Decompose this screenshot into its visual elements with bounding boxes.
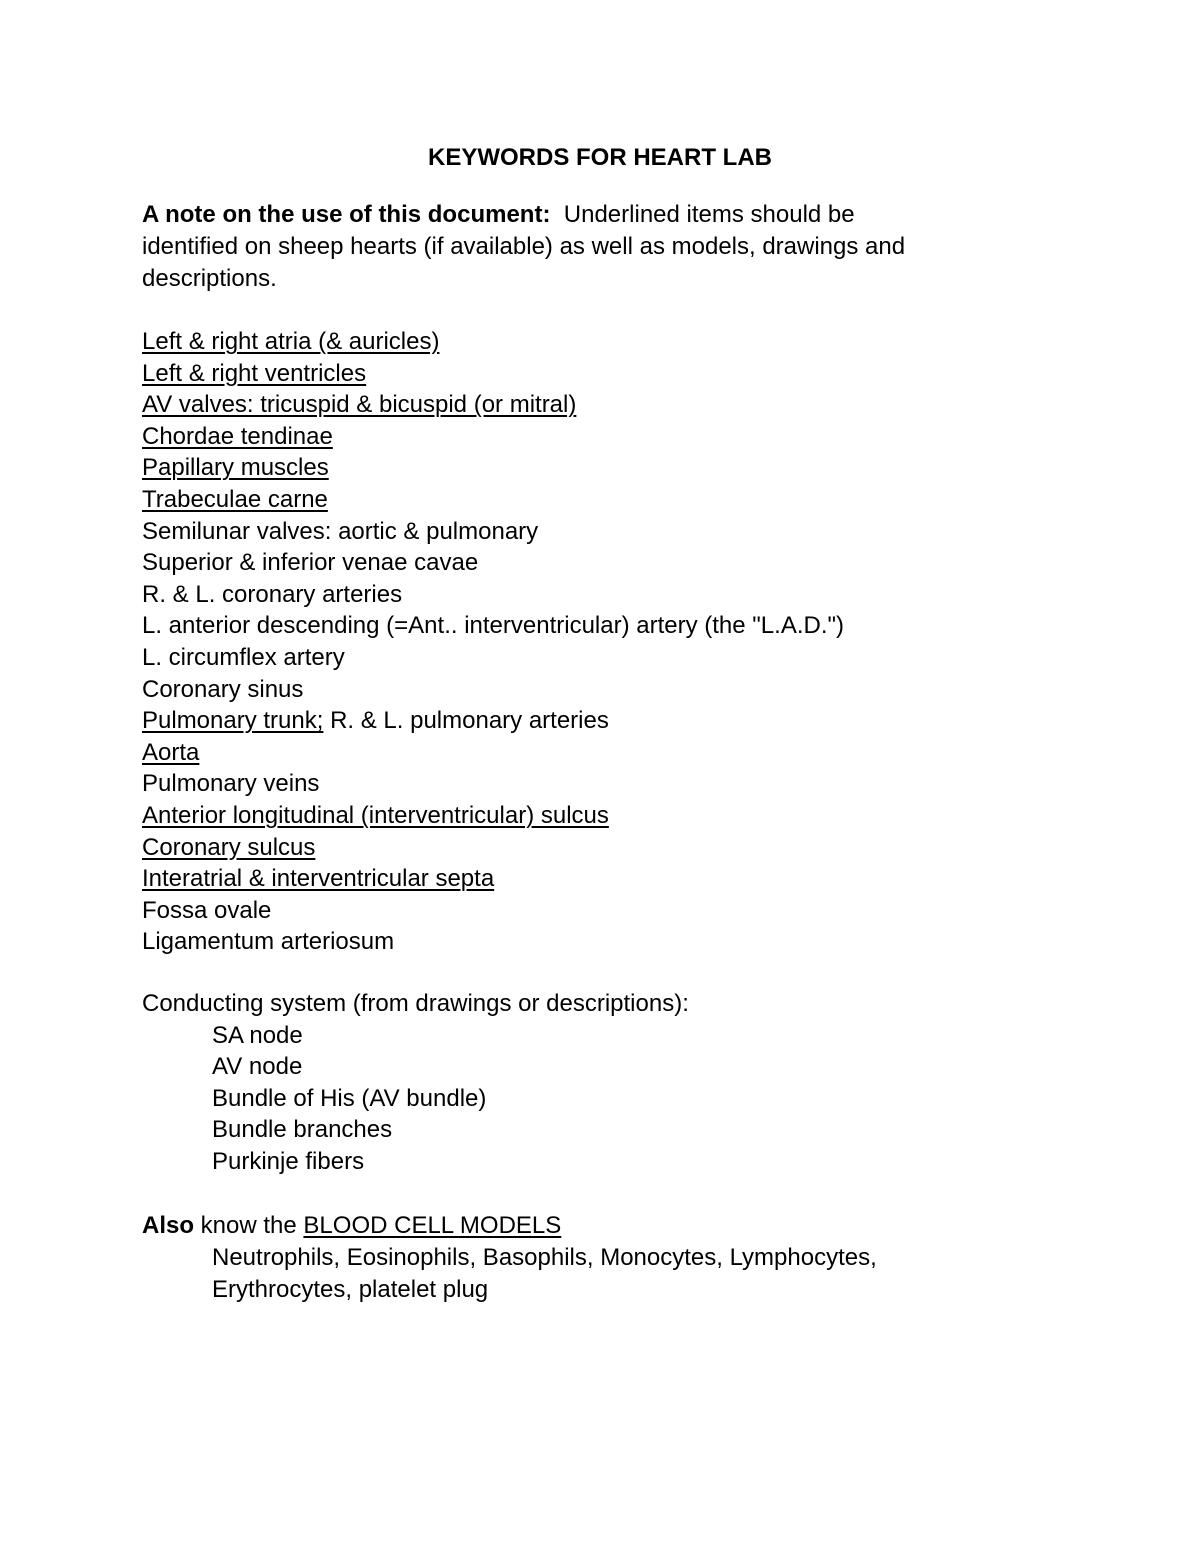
conducting-item: Bundle branches — [212, 1116, 393, 1144]
conducting-item: Purkinje fibers — [212, 1147, 365, 1175]
conducting-item: SA node — [212, 1021, 303, 1049]
keyword-item: AV valves: tricuspid & bicuspid (or mitral) — [142, 391, 577, 419]
keyword-item: Left & right ventricles — [142, 359, 367, 387]
keyword-item: Fossa ovale — [142, 896, 272, 924]
keyword-item: Superior & inferior venae cavae — [142, 549, 479, 577]
keyword-item: Ligamentum arteriosum — [142, 928, 395, 956]
keyword-item: Coronary sinus — [142, 675, 304, 703]
also-middle-text: know the — [194, 1212, 304, 1239]
keyword-item: Left & right atria (& auricles) — [142, 328, 440, 355]
conducting-system-heading: Conducting system (from drawings or descriptions): — [142, 990, 689, 1017]
keyword-item: Aorta — [142, 738, 200, 766]
document-title: KEYWORDS FOR HEART LAB — [428, 144, 772, 171]
usage-note-line-3: descriptions. — [142, 265, 277, 292]
blood-cell-heading — [142, 1210, 877, 1242]
blood-cell-list-line-2: Erythrocytes, platelet plug — [212, 1276, 489, 1303]
keyword-item: R. & L. coronary arteries — [142, 580, 403, 608]
keyword-item: L. anterior descending (=Ant.. interventricular) artery (the "L.A.D.") — [142, 612, 845, 640]
conducting-system-section — [142, 988, 689, 1178]
keyword-item: Interatrial & interventricular septa — [142, 865, 495, 893]
keyword-item: Papillary muscles — [142, 454, 329, 482]
usage-note — [142, 199, 1042, 295]
conducting-item: AV node — [212, 1053, 303, 1081]
blood-cell-section — [142, 1210, 877, 1306]
keyword-item: L. circumflex artery — [142, 643, 345, 671]
keyword-item: Trabeculae carne — [142, 485, 328, 513]
blood-cell-models-label: BLOOD CELL MODELS — [303, 1212, 562, 1239]
conducting-item: Bundle of His (AV bundle) — [212, 1084, 487, 1112]
keyword-item: Pulmonary veins — [142, 770, 320, 798]
usage-note-text-1: Underlined items should be — [563, 201, 855, 228]
usage-note-label: A note on the use of this document: — [142, 201, 551, 228]
keyword-item-pulmonary — [142, 705, 844, 737]
keyword-item: Anterior longitudinal (interventricular) sulcus — [142, 801, 609, 829]
keyword-underlined-part: Pulmonary trunk; — [142, 707, 324, 735]
keyword-item: Semilunar valves: aortic & pulmonary — [142, 517, 539, 545]
also-label: Also — [142, 1212, 195, 1239]
keyword-item: Coronary sulcus — [142, 833, 316, 861]
keyword-suffix: R. & L. pulmonary arteries — [323, 707, 609, 735]
keyword-item: Chordae tendinae — [142, 422, 333, 450]
usage-note-line-2: identified on sheep hearts (if available) as well as models, drawings and — [142, 233, 906, 260]
blood-cell-list-line-1: Neutrophils, Eosinophils, Basophils, Monocytes, Lymphocytes, — [212, 1244, 877, 1271]
usage-note-line-1 — [142, 199, 1042, 231]
keyword-list — [142, 326, 844, 958]
